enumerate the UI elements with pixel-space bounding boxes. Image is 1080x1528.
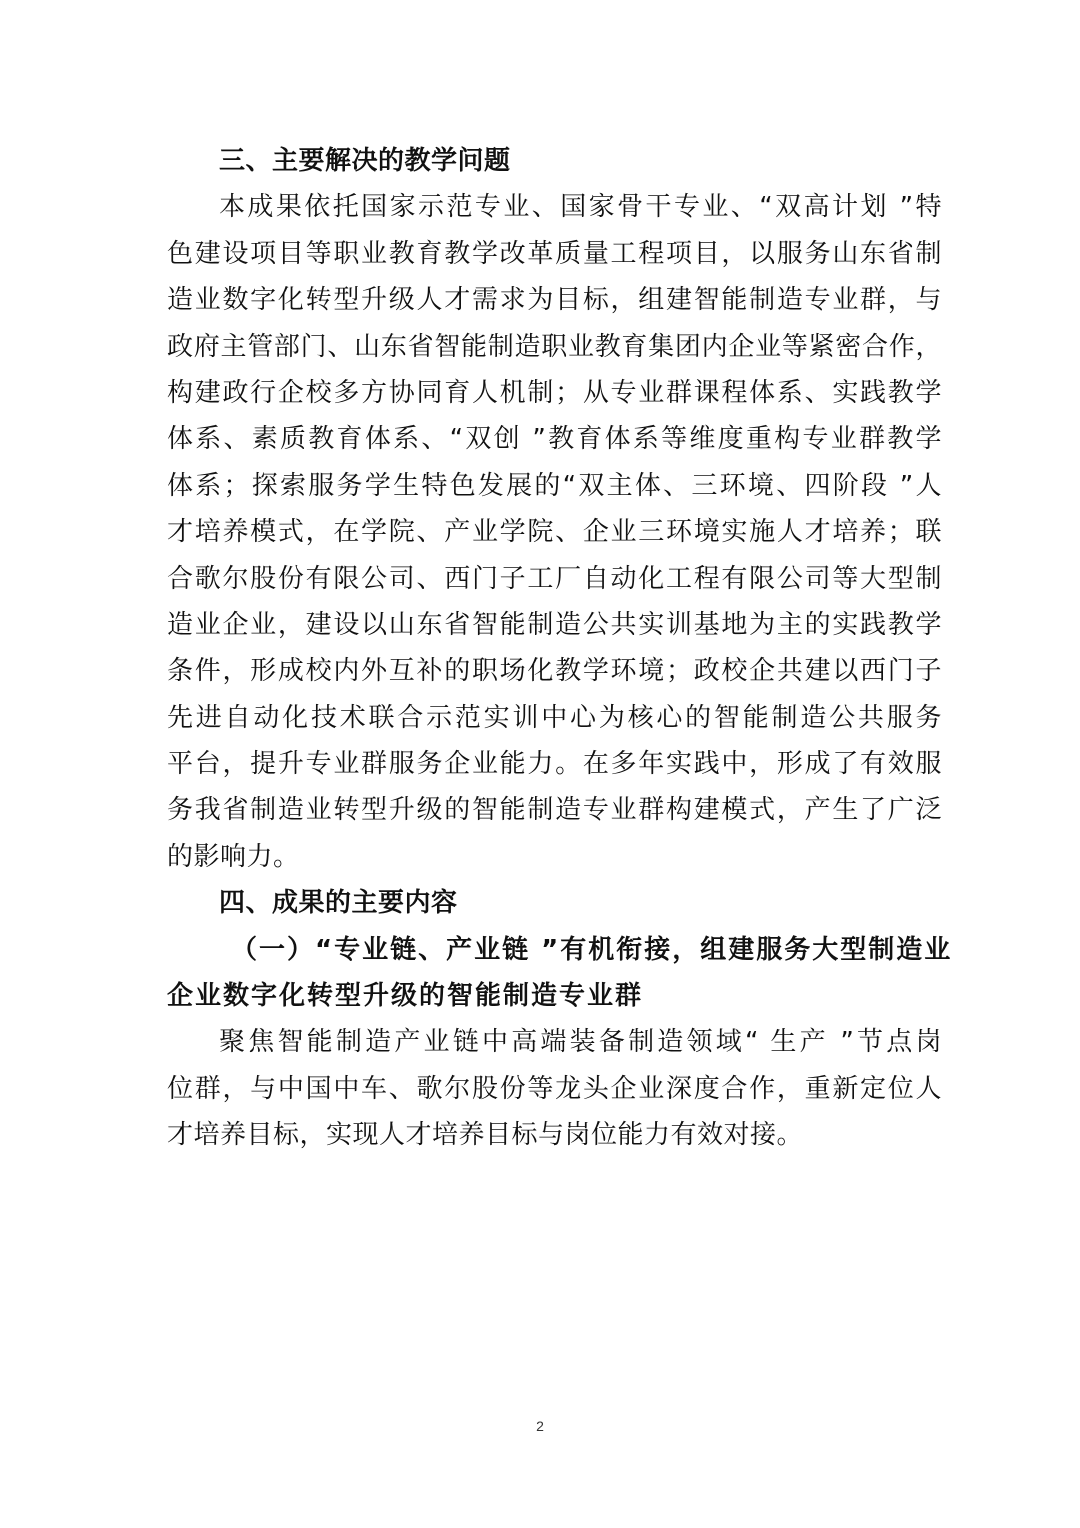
paragraph-line: 合歌尔股份有限公司、西门子工厂自动化工程有限公司等大型制 bbox=[167, 563, 942, 594]
paragraph-line: 先进自动化技术联合示范实训中心为核心的智能制造公共服务 bbox=[167, 702, 942, 733]
paragraph-line: 才培养目标，实现人才培养目标与岗位能力有效对接。 bbox=[167, 1120, 804, 1151]
page-content bbox=[167, 138, 953, 1159]
section-3-heading: 三、主要解决的教学问题 bbox=[219, 146, 511, 176]
paragraph-line: 造业数字化转型升级人才需求为目标，组建智能制造专业群，与 bbox=[167, 285, 942, 316]
page-number: 2 bbox=[536, 1418, 544, 1434]
paragraph-line: 条件，形成校内外互补的职场化教学环境；政校企共建以西门子 bbox=[167, 656, 942, 687]
paragraph-line: 构建政行企校多方协同育人机制；从专业群课程体系、实践教学 bbox=[167, 377, 942, 408]
paragraph-line: 色建设项目等职业教育教学改革质量工程项目，以服务山东省制 bbox=[167, 238, 942, 269]
section-4-heading: 四、成果的主要内容 bbox=[219, 888, 458, 919]
paragraph-line: 政府主管部门、山东省智能制造职业教育集团内企业等紧密合作， bbox=[167, 331, 942, 362]
paragraph-line: 位群，与中国中车、歌尔股份等龙头企业深度合作，重新定位人 bbox=[167, 1073, 942, 1104]
paragraph-line: 体系、素质教育体系、“双创 ”教育体系等维度重构专业群教学 bbox=[167, 424, 942, 455]
paragraph-line: 聚焦智能制造产业链中高端装备制造领域“ 生产 ”节点岗 bbox=[219, 1027, 942, 1058]
paragraph-line: 务我省制造业转型升级的智能制造专业群构建模式，产生了广泛 bbox=[167, 795, 942, 826]
paragraph-line: 的影响力。 bbox=[167, 841, 300, 872]
section-3-paragraph bbox=[167, 184, 942, 880]
paragraph-line: 平台，提升专业群服务企业能力。在多年实践中，形成了有效服 bbox=[167, 749, 942, 780]
section-4-subheading-line-2: 企业数字化转型升级的智能制造专业群 bbox=[167, 981, 644, 1012]
paragraph-line: 本成果依托国家示范专业、国家骨干专业、“双高计划 ”特 bbox=[219, 192, 942, 223]
paragraph-line: 体系；探索服务学生特色发展的“双主体、三环境、四阶段 ”人 bbox=[167, 470, 942, 501]
section-4-paragraph bbox=[167, 1019, 942, 1158]
section-4-subheading-line-1: （一）“专业链、产业链 ”有机衔接，组建服务大型制造业 bbox=[231, 934, 953, 965]
paragraph-line: 造业企业，建设以山东省智能制造公共实训基地为主的实践教学 bbox=[167, 609, 942, 640]
paragraph-line: 才培养模式，在学院、产业学院、企业三环境实施人才培养；联 bbox=[167, 517, 942, 548]
